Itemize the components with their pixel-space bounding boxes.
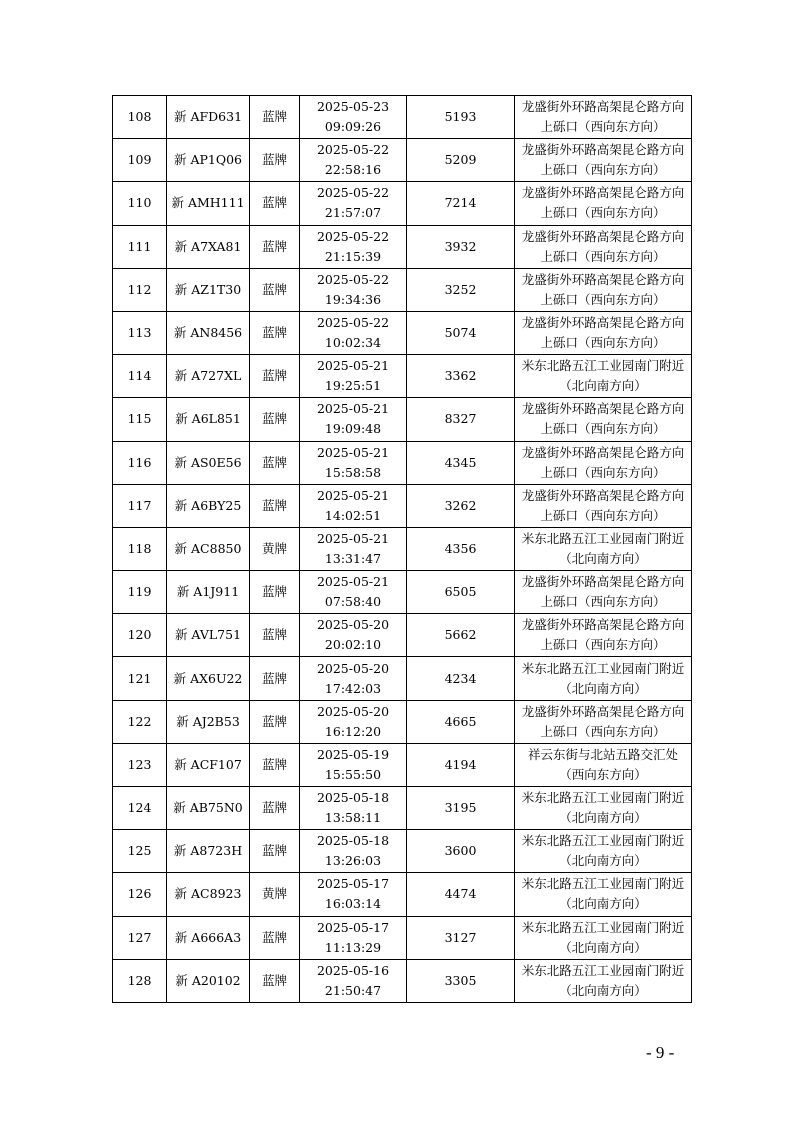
cell-location-line-1: 龙盛街外环路高架昆仑路方向 bbox=[521, 271, 685, 287]
cell-location bbox=[515, 441, 692, 484]
cell-datetime bbox=[300, 441, 407, 484]
cell-plate: 新 A6L851 bbox=[167, 398, 250, 441]
cell-number: 109 bbox=[113, 139, 167, 182]
cell-location-line-1: 龙盛街外环路高架昆仑路方向 bbox=[521, 617, 685, 633]
table-row bbox=[113, 614, 692, 657]
cell-datetime bbox=[300, 311, 407, 354]
cell-plate-color: 蓝牌 bbox=[250, 571, 300, 614]
cell-datetime bbox=[300, 743, 407, 786]
cell-plate-color: 蓝牌 bbox=[250, 916, 300, 959]
cell-datetime-line-2: 21:57:07 bbox=[324, 205, 382, 221]
cell-datetime-line-1: 2025-05-22 bbox=[316, 228, 390, 244]
cell-location bbox=[515, 268, 692, 311]
cell-datetime-line-2: 13:31:47 bbox=[324, 550, 382, 566]
cell-location-line-2: （西向东方向） bbox=[559, 766, 647, 782]
table-row bbox=[113, 398, 692, 441]
cell-plate: 新 AC8850 bbox=[167, 527, 250, 570]
table-row bbox=[113, 355, 692, 398]
cell-datetime-line-1: 2025-05-22 bbox=[316, 271, 390, 287]
cell-plate-color: 蓝牌 bbox=[250, 614, 300, 657]
cell-location-line-2: 上砾口（西向东方向） bbox=[540, 723, 666, 739]
cell-plate-color: 蓝牌 bbox=[250, 484, 300, 527]
cell-datetime-line-2: 09:09:26 bbox=[324, 119, 382, 135]
cell-datetime-line-2: 20:02:10 bbox=[324, 637, 382, 653]
cell-location-line-2: 上砾口（西向东方向） bbox=[540, 594, 666, 610]
cell-datetime bbox=[300, 96, 407, 139]
cell-datetime bbox=[300, 484, 407, 527]
cell-datetime-line-1: 2025-05-17 bbox=[316, 876, 390, 892]
table-row bbox=[113, 873, 692, 916]
cell-datetime-line-1: 2025-05-21 bbox=[316, 358, 390, 374]
cell-location-line-2: 上砾口（西向东方向） bbox=[540, 205, 666, 221]
cell-datetime-line-1: 2025-05-18 bbox=[316, 833, 390, 849]
cell-plate: 新 A20102 bbox=[167, 959, 250, 1002]
cell-location-line-2: （北向南方向） bbox=[559, 939, 647, 955]
cell-datetime bbox=[300, 139, 407, 182]
cell-datetime bbox=[300, 225, 407, 268]
cell-location-line-2: （北向南方向） bbox=[559, 982, 647, 998]
cell-location-line-2: 上砾口（西向东方向） bbox=[540, 507, 666, 523]
cell-location bbox=[515, 96, 692, 139]
cell-datetime bbox=[300, 916, 407, 959]
table-row bbox=[113, 96, 692, 139]
cell-location bbox=[515, 700, 692, 743]
cell-number: 120 bbox=[113, 614, 167, 657]
cell-code: 5074 bbox=[407, 311, 515, 354]
cell-datetime-line-1: 2025-05-21 bbox=[316, 444, 390, 460]
cell-location-line-1: 龙盛街外环路高架昆仑路方向 bbox=[521, 99, 685, 115]
cell-location bbox=[515, 743, 692, 786]
cell-datetime-line-1: 2025-05-17 bbox=[316, 919, 390, 935]
cell-code: 6505 bbox=[407, 571, 515, 614]
cell-plate: 新 AFD631 bbox=[167, 96, 250, 139]
cell-location bbox=[515, 787, 692, 830]
cell-datetime bbox=[300, 182, 407, 225]
table-row bbox=[113, 441, 692, 484]
cell-plate: 新 A727XL bbox=[167, 355, 250, 398]
cell-datetime-line-1: 2025-05-16 bbox=[316, 962, 390, 978]
cell-plate-color: 黄牌 bbox=[250, 527, 300, 570]
cell-location-line-2: （北向南方向） bbox=[559, 550, 647, 566]
cell-location-line-2: 上砾口（西向东方向） bbox=[540, 637, 666, 653]
cell-datetime-line-2: 21:15:39 bbox=[324, 248, 382, 264]
cell-datetime-line-2: 15:55:50 bbox=[324, 766, 382, 782]
table-row bbox=[113, 484, 692, 527]
cell-location-line-1: 米东北路五江工业园南门附近 bbox=[521, 962, 685, 978]
cell-plate: 新 AZ1T30 bbox=[167, 268, 250, 311]
cell-datetime-line-1: 2025-05-21 bbox=[316, 530, 390, 546]
cell-location-line-1: 龙盛街外环路高架昆仑路方向 bbox=[521, 487, 685, 503]
cell-datetime-line-1: 2025-05-20 bbox=[316, 703, 390, 719]
cell-plate: 新 AP1Q06 bbox=[167, 139, 250, 182]
cell-location-line-1: 龙盛街外环路高架昆仑路方向 bbox=[521, 703, 685, 719]
cell-location-line-1: 龙盛街外环路高架昆仑路方向 bbox=[521, 401, 685, 417]
cell-location-line-1: 龙盛街外环路高架昆仑路方向 bbox=[521, 185, 685, 201]
cell-datetime bbox=[300, 700, 407, 743]
cell-plate-color: 蓝牌 bbox=[250, 398, 300, 441]
cell-code: 3600 bbox=[407, 830, 515, 873]
cell-location bbox=[515, 614, 692, 657]
cell-datetime-line-1: 2025-05-22 bbox=[316, 185, 390, 201]
cell-location-line-1: 龙盛街外环路高架昆仑路方向 bbox=[521, 444, 685, 460]
cell-number: 125 bbox=[113, 830, 167, 873]
cell-datetime-line-2: 19:34:36 bbox=[324, 291, 382, 307]
cell-location-line-2: （北向南方向） bbox=[559, 810, 647, 826]
cell-code: 5662 bbox=[407, 614, 515, 657]
page-number: - 9 - bbox=[646, 1043, 675, 1062]
cell-code: 8327 bbox=[407, 398, 515, 441]
cell-location-line-2: （北向南方向） bbox=[559, 680, 647, 696]
table-row bbox=[113, 657, 692, 700]
cell-code: 3195 bbox=[407, 787, 515, 830]
table-row bbox=[113, 916, 692, 959]
cell-plate: 新 AS0E56 bbox=[167, 441, 250, 484]
cell-code: 4234 bbox=[407, 657, 515, 700]
cell-location bbox=[515, 355, 692, 398]
table-row bbox=[113, 139, 692, 182]
cell-location bbox=[515, 873, 692, 916]
cell-number: 115 bbox=[113, 398, 167, 441]
table-row bbox=[113, 182, 692, 225]
cell-location-line-2: 上砾口（西向东方向） bbox=[540, 162, 666, 178]
cell-number: 127 bbox=[113, 916, 167, 959]
cell-plate: 新 A666A3 bbox=[167, 916, 250, 959]
cell-plate: 新 AMH111 bbox=[167, 182, 250, 225]
cell-datetime-line-2: 11:13:29 bbox=[324, 939, 382, 955]
cell-datetime-line-2: 13:26:03 bbox=[324, 853, 382, 869]
cell-plate: 新 A8723H bbox=[167, 830, 250, 873]
table-row bbox=[113, 787, 692, 830]
table-body bbox=[113, 96, 692, 1003]
cell-number: 116 bbox=[113, 441, 167, 484]
table-row bbox=[113, 959, 692, 1002]
cell-number: 118 bbox=[113, 527, 167, 570]
cell-location bbox=[515, 959, 692, 1002]
table-row bbox=[113, 225, 692, 268]
cell-location bbox=[515, 139, 692, 182]
cell-plate-color: 蓝牌 bbox=[250, 311, 300, 354]
cell-datetime bbox=[300, 614, 407, 657]
cell-datetime bbox=[300, 398, 407, 441]
cell-datetime-line-2: 14:02:51 bbox=[324, 507, 382, 523]
cell-number: 113 bbox=[113, 311, 167, 354]
cell-code: 4345 bbox=[407, 441, 515, 484]
cell-datetime bbox=[300, 873, 407, 916]
cell-location bbox=[515, 527, 692, 570]
cell-datetime-line-2: 16:12:20 bbox=[324, 723, 382, 739]
cell-location bbox=[515, 311, 692, 354]
cell-plate-color: 蓝牌 bbox=[250, 787, 300, 830]
cell-location-line-2: 上砾口（西向东方向） bbox=[540, 421, 666, 437]
cell-number: 122 bbox=[113, 700, 167, 743]
cell-plate: 新 AN8456 bbox=[167, 311, 250, 354]
cell-plate: 新 AX6U22 bbox=[167, 657, 250, 700]
cell-location-line-1: 米东北路五江工业园南门附近 bbox=[521, 919, 685, 935]
cell-datetime bbox=[300, 787, 407, 830]
cell-number: 124 bbox=[113, 787, 167, 830]
table-row bbox=[113, 311, 692, 354]
cell-location-line-1: 米东北路五江工业园南门附近 bbox=[521, 530, 685, 546]
cell-plate: 新 AC8923 bbox=[167, 873, 250, 916]
cell-location-line-2: （北向南方向） bbox=[559, 853, 647, 869]
cell-location-line-1: 龙盛街外环路高架昆仑路方向 bbox=[521, 574, 685, 590]
table-row bbox=[113, 571, 692, 614]
cell-plate: 新 ACF107 bbox=[167, 743, 250, 786]
cell-datetime bbox=[300, 959, 407, 1002]
cell-code: 4665 bbox=[407, 700, 515, 743]
cell-plate-color: 蓝牌 bbox=[250, 139, 300, 182]
cell-location bbox=[515, 830, 692, 873]
cell-location-line-2: 上砾口（西向东方向） bbox=[540, 291, 666, 307]
cell-plate-color: 蓝牌 bbox=[250, 355, 300, 398]
table-row bbox=[113, 700, 692, 743]
cell-datetime bbox=[300, 571, 407, 614]
cell-number: 111 bbox=[113, 225, 167, 268]
cell-plate-color: 蓝牌 bbox=[250, 830, 300, 873]
table-row bbox=[113, 268, 692, 311]
cell-datetime-line-2: 22:58:16 bbox=[324, 162, 382, 178]
cell-datetime-line-1: 2025-05-22 bbox=[316, 142, 390, 158]
cell-datetime bbox=[300, 830, 407, 873]
cell-plate-color: 蓝牌 bbox=[250, 268, 300, 311]
cell-code: 4474 bbox=[407, 873, 515, 916]
cell-datetime-line-1: 2025-05-21 bbox=[316, 487, 390, 503]
cell-datetime bbox=[300, 527, 407, 570]
cell-plate-color: 蓝牌 bbox=[250, 959, 300, 1002]
cell-datetime-line-2: 17:42:03 bbox=[324, 680, 382, 696]
cell-code: 7214 bbox=[407, 182, 515, 225]
cell-plate-color: 蓝牌 bbox=[250, 700, 300, 743]
cell-datetime-line-2: 19:09:48 bbox=[324, 421, 382, 437]
cell-number: 128 bbox=[113, 959, 167, 1002]
cell-datetime-line-1: 2025-05-23 bbox=[316, 99, 390, 115]
cell-datetime-line-1: 2025-05-21 bbox=[316, 401, 390, 417]
cell-datetime-line-1: 2025-05-20 bbox=[316, 617, 390, 633]
cell-plate: 新 A7XA81 bbox=[167, 225, 250, 268]
cell-number: 114 bbox=[113, 355, 167, 398]
cell-datetime-line-2: 15:58:58 bbox=[324, 464, 382, 480]
cell-datetime-line-2: 16:03:14 bbox=[324, 896, 382, 912]
cell-code: 4194 bbox=[407, 743, 515, 786]
cell-location bbox=[515, 571, 692, 614]
cell-location-line-2: 上砾口（西向东方向） bbox=[540, 248, 666, 264]
cell-plate: 新 AVL751 bbox=[167, 614, 250, 657]
cell-location-line-1: 龙盛街外环路高架昆仑路方向 bbox=[521, 315, 685, 331]
cell-location-line-2: （北向南方向） bbox=[559, 896, 647, 912]
cell-location-line-1: 米东北路五江工业园南门附近 bbox=[521, 876, 685, 892]
cell-location bbox=[515, 182, 692, 225]
cell-plate: 新 AJ2B53 bbox=[167, 700, 250, 743]
cell-datetime-line-1: 2025-05-21 bbox=[316, 574, 390, 590]
cell-datetime-line-2: 13:58:11 bbox=[324, 810, 382, 826]
table-row bbox=[113, 527, 692, 570]
cell-plate-color: 黄牌 bbox=[250, 873, 300, 916]
cell-location-line-1: 米东北路五江工业园南门附近 bbox=[521, 660, 685, 676]
cell-location-line-2: 上砾口（西向东方向） bbox=[540, 464, 666, 480]
cell-datetime bbox=[300, 657, 407, 700]
cell-location bbox=[515, 916, 692, 959]
cell-location bbox=[515, 657, 692, 700]
cell-number: 108 bbox=[113, 96, 167, 139]
cell-code: 3262 bbox=[407, 484, 515, 527]
table-row bbox=[113, 830, 692, 873]
cell-plate-color: 蓝牌 bbox=[250, 657, 300, 700]
cell-datetime-line-2: 19:25:51 bbox=[324, 378, 382, 394]
cell-datetime-line-2: 21:50:47 bbox=[324, 982, 382, 998]
cell-number: 119 bbox=[113, 571, 167, 614]
cell-location-line-2: 上砾口（西向东方向） bbox=[540, 119, 666, 135]
cell-code: 5209 bbox=[407, 139, 515, 182]
cell-code: 3305 bbox=[407, 959, 515, 1002]
cell-plate: 新 A1J911 bbox=[167, 571, 250, 614]
cell-number: 121 bbox=[113, 657, 167, 700]
cell-location-line-1: 米东北路五江工业园南门附近 bbox=[521, 833, 685, 849]
cell-number: 112 bbox=[113, 268, 167, 311]
cell-location-line-2: 上砾口（西向东方向） bbox=[540, 335, 666, 351]
cell-datetime-line-1: 2025-05-22 bbox=[316, 315, 390, 331]
cell-location-line-1: 龙盛街外环路高架昆仑路方向 bbox=[521, 142, 685, 158]
cell-location-line-1: 米东北路五江工业园南门附近 bbox=[521, 790, 685, 806]
cell-number: 123 bbox=[113, 743, 167, 786]
cell-location-line-1: 米东北路五江工业园南门附近 bbox=[521, 358, 685, 374]
cell-code: 4356 bbox=[407, 527, 515, 570]
table-row bbox=[113, 743, 692, 786]
cell-plate-color: 蓝牌 bbox=[250, 441, 300, 484]
cell-plate-color: 蓝牌 bbox=[250, 182, 300, 225]
cell-location bbox=[515, 225, 692, 268]
cell-number: 110 bbox=[113, 182, 167, 225]
violation-records-table bbox=[112, 95, 692, 1003]
cell-plate-color: 蓝牌 bbox=[250, 743, 300, 786]
cell-datetime-line-2: 07:58:40 bbox=[324, 594, 382, 610]
cell-datetime-line-1: 2025-05-19 bbox=[316, 746, 390, 762]
cell-location-line-1: 祥云东街与北站五路交汇处 bbox=[527, 746, 678, 762]
cell-code: 3932 bbox=[407, 225, 515, 268]
cell-datetime-line-1: 2025-05-20 bbox=[316, 660, 390, 676]
cell-number: 126 bbox=[113, 873, 167, 916]
cell-location-line-1: 龙盛街外环路高架昆仑路方向 bbox=[521, 228, 685, 244]
cell-code: 5193 bbox=[407, 96, 515, 139]
cell-code: 3127 bbox=[407, 916, 515, 959]
cell-number: 117 bbox=[113, 484, 167, 527]
cell-location bbox=[515, 398, 692, 441]
cell-code: 3362 bbox=[407, 355, 515, 398]
cell-location-line-2: （北向南方向） bbox=[559, 378, 647, 394]
cell-datetime-line-1: 2025-05-18 bbox=[316, 790, 390, 806]
cell-plate-color: 蓝牌 bbox=[250, 96, 300, 139]
cell-code: 3252 bbox=[407, 268, 515, 311]
cell-datetime bbox=[300, 355, 407, 398]
cell-plate: 新 A6BY25 bbox=[167, 484, 250, 527]
cell-location bbox=[515, 484, 692, 527]
cell-datetime-line-2: 10:02:34 bbox=[324, 335, 382, 351]
cell-datetime bbox=[300, 268, 407, 311]
cell-plate-color: 蓝牌 bbox=[250, 225, 300, 268]
cell-plate: 新 AB75N0 bbox=[167, 787, 250, 830]
